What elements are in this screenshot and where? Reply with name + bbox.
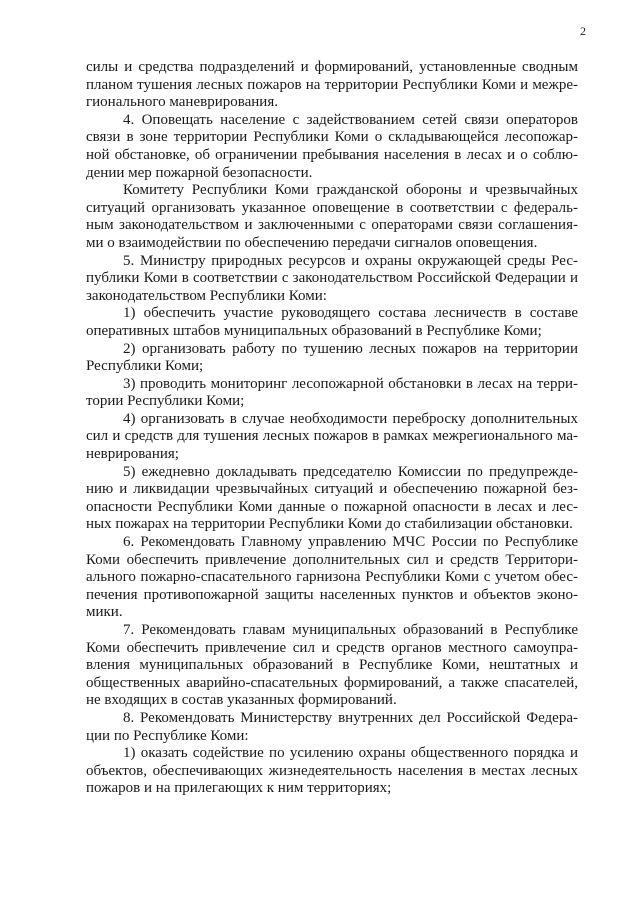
paragraph-item-6: 6. Рекомендовать Главному управлению МЧС России по Республике Коми обеспечить привлечение дополнительных сил и средств Территориального пожарно-спасательного гарнизона Республики Коми с учетом обеспечения противопожарной защиты населенных пунктов и объектов экономики.	[86, 534, 578, 621]
paragraph-item-4: 4. Оповещать население с задействованием сетей связи операторов связи в зоне территории Республики Коми о складывающейся лесопожарной обстановке, об ограничении пребывания населения в лесах и о соблюдении мер пожарной безопасности.	[86, 111, 578, 181]
paragraph-committee: Комитету Республики Коми гражданской обороны и чрезвычайных ситуаций организовать указанное оповещение в соответствии с федеральным законодательством и заключенными с операторами связи соглашениями о взаимодействии по обеспечению передачи сигналов оповещения.	[86, 182, 578, 251]
paragraph-item-5-2: 2) организовать работу по тушению лесных пожаров на территории Республики Коми;	[86, 340, 578, 375]
paragraph-continuation: силы и средства подразделений и формирований, установленные сводным планом тушения лесных пожаров на территории Республики Коми и межрегионального маневрирования.	[86, 59, 578, 111]
page-number: 2	[580, 24, 586, 38]
paragraph-item-5: 5. Министру природных ресурсов и охраны окружающей среды Республики Коми в соответствии с законодательством Российской Федерации и законодательством Республики Коми:	[86, 252, 578, 304]
paragraph-item-5-5: 5) ежедневно докладывать председателю Комиссии по предупреждению и ликвидации чрезвычайных ситуаций и обеспечению пожарной безопасности Республики Коми данные о пожарной опасности в лесах и лесных пожарах на территории Республики Коми до стабилизации обстановки.	[86, 463, 578, 533]
paragraph-item-5-1: 1) обеспечить участие руководящего состава лесничеств в составе оперативных штабов муниципальных образований в Республике Коми;	[86, 305, 578, 339]
paragraph-item-7: 7. Рекомендовать главам муниципальных образований в Республике Коми обеспечить привлечение сил и средств органов местного самоуправления муниципальных образований в Республике Коми, нештатных и общественных аварийно-спасательных формирований, а также спасателей, не входящих в состав указанных формирований.	[86, 622, 578, 709]
paragraph-item-5-4: 4) организовать в случае необходимости переброску дополнительных сил и средств для тушения лесных пожаров в рамках межрегионального маневрирования;	[86, 410, 578, 463]
document-body	[86, 59, 578, 798]
paragraph-item-8-1: 1) оказать содействие по усилению охраны общественного порядка и объектов, обеспечивающих жизнедеятельность населения в местах лесных пожаров и на прилегающих к ним территориях;	[86, 745, 578, 797]
paragraph-item-5-3: 3) проводить мониторинг лесопожарной обстановки в лесах на территории Республики Коми;	[86, 375, 578, 410]
paragraph-item-8: 8. Рекомендовать Министерству внутренних дел Российской Федерации по Республике Коми:	[86, 709, 578, 744]
